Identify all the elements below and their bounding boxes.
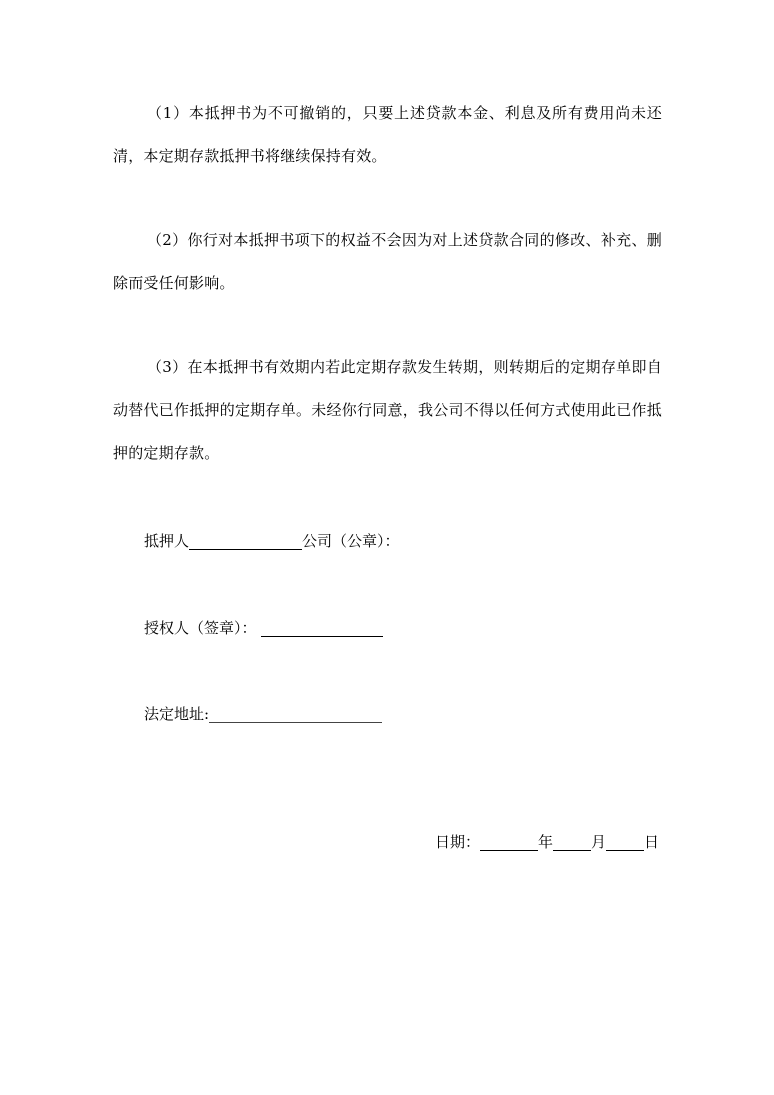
date-line xyxy=(435,830,659,854)
mortgagor-label: 抵押人 xyxy=(144,532,190,550)
year-label: 年 xyxy=(537,833,553,851)
authorized-label: 授权人（签章）： xyxy=(144,619,257,637)
day-blank[interactable] xyxy=(606,832,644,851)
address-line xyxy=(144,702,382,726)
clause-2: （2）你行对本抵押书项下的权益不会因为对上述贷款合同的修改、补充、删除而受任何影响。 xyxy=(113,231,662,292)
date-label: 日期： xyxy=(434,833,480,851)
address-label: 法定地址: xyxy=(144,705,210,723)
day-label: 日 xyxy=(643,833,659,851)
clause-3: （3）在本抵押书有效期内若此定期存款发生转期，则转期后的定期存单即自动替代已作抵押的定期存单。未经你行同意，我公司不得以任何方式使用此已作抵押的定期存款。 xyxy=(113,358,662,462)
year-blank[interactable] xyxy=(480,832,538,851)
mortgagor-blank[interactable] xyxy=(189,531,302,550)
mortgagor-line xyxy=(144,529,400,553)
company-seal-label: 公司（公章）： xyxy=(302,532,400,550)
month-blank[interactable] xyxy=(553,832,591,851)
address-blank[interactable] xyxy=(209,704,382,723)
authorized-blank[interactable] xyxy=(261,618,383,637)
clause-1: （1）本抵押书为不可撤销的，只要上述贷款本金、利息及所有费用尚未还清，本定期存款抵押书将继续保持有效。 xyxy=(113,104,662,165)
authorized-line xyxy=(144,616,383,640)
month-label: 月 xyxy=(590,833,606,851)
